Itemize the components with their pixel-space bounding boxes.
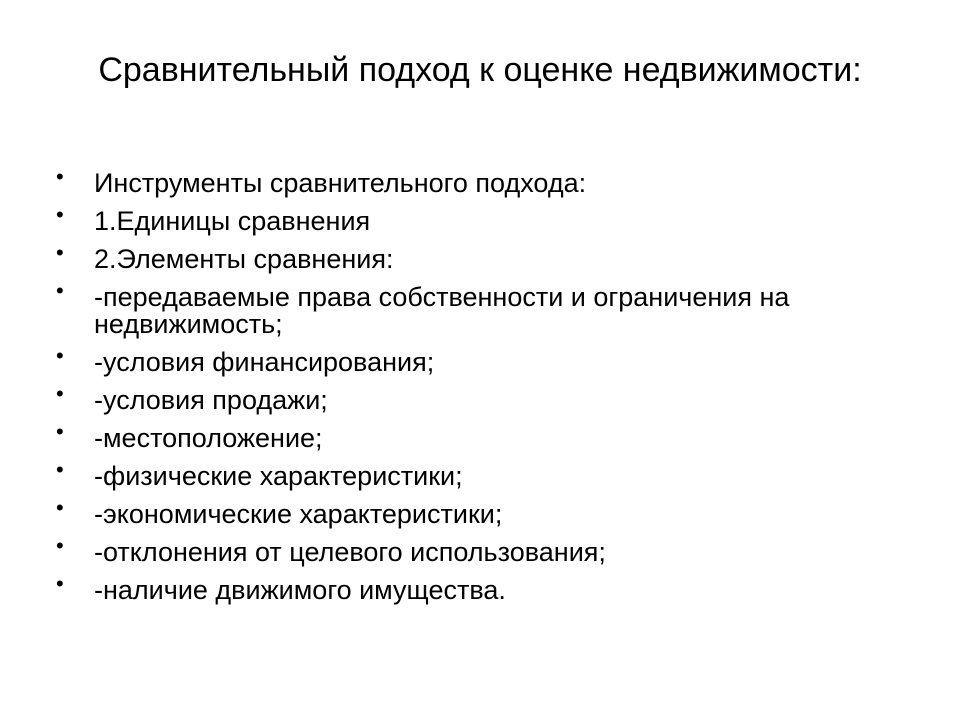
bullet-text: -местоположение; [94,423,323,453]
bullet-text: -отклонения от целевого использования; [94,537,606,567]
list-item [56,278,916,339]
bullet-icon: • [56,278,64,303]
list-item [56,495,916,529]
bullet-icon: • [56,419,64,444]
bullet-text: -передаваемые права собственности и ограничения на недвижимость; [94,282,790,339]
bullet-text: -физические характеристики; [94,461,463,491]
bullet-icon: • [56,495,64,520]
bullet-icon: • [56,381,64,406]
bullet-icon: • [56,571,64,596]
bullet-text: -условия финансирования; [94,347,435,377]
list-item [56,343,916,377]
list-item [56,381,916,415]
bullet-text: -экономические характеристики; [94,499,503,529]
bullet-icon: • [56,457,64,482]
bullet-icon: • [56,202,64,227]
slide-title: Сравнительный подход к оценке недвижимости: [98,51,862,89]
bullet-icon: • [56,164,64,189]
list-item [56,571,916,605]
list-item [56,240,916,274]
bullet-text: 2.Элементы сравнения: [94,244,394,274]
bullet-icon: • [56,343,64,368]
list-item [56,164,916,198]
bullet-text: Инструменты сравнительного подхода: [94,168,587,198]
list-item [56,457,916,491]
bullet-list [56,164,916,615]
bullet-text: 1.Единицы сравнения [94,206,371,236]
list-item [56,419,916,453]
bullet-text: -условия продажи; [94,385,328,415]
bullet-icon: • [56,240,64,265]
list-item [56,533,916,567]
bullet-text: -наличие движимого имущества. [94,575,506,605]
bullet-icon: • [56,533,64,558]
list-item [56,202,916,236]
